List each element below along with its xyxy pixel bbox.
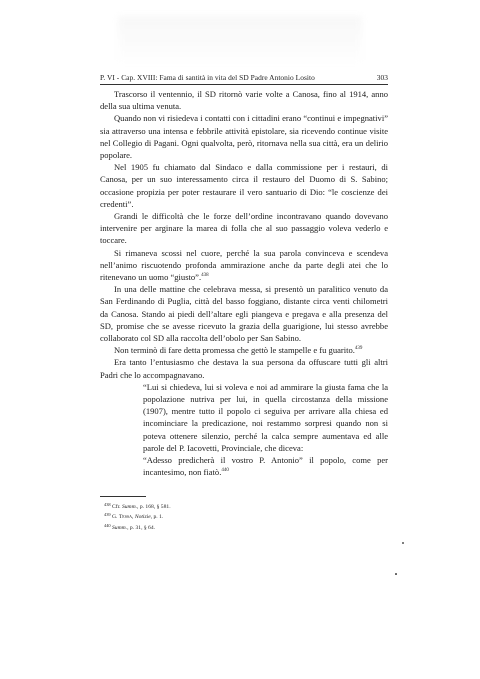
footnote-work: Summ. — [121, 504, 138, 510]
paragraph: Grandi le difficoltà che le forze dell’ordine incontravano quando dovevano intervenire per arginare la marea di folla che al suo passaggio voleva vederlo e toccare. — [100, 211, 388, 246]
footnote-ref: 439 — [354, 346, 363, 352]
running-header — [100, 73, 388, 82]
footnote-ref-text: , p. 168, § 581. — [137, 504, 171, 510]
paragraph: Quando non vi risiedeva i contatti con i cittadini erano “continui e impegnativi” sia attraverso una intensa e febbrile attività epistolare, sia ricevendo continue visite nel Collegio di Pagani. Ogni qualvolta, però, ritornava nella sua città, era un delirio popolare. — [100, 113, 388, 161]
footnotes — [104, 501, 304, 532]
footnote — [104, 511, 304, 521]
footnote-ref: 438 — [201, 273, 209, 279]
footnote-comma: , — [132, 514, 135, 521]
paragraph — [100, 247, 388, 284]
footnote-ref: 440 — [221, 468, 229, 474]
footnote-number: 438 — [104, 502, 111, 507]
footnote-author: G. — [112, 514, 119, 521]
footnote-number: 439 — [104, 512, 111, 518]
paragraph-text: Non terminò di fare detta promessa che gettò le stampelle e fu guarito. — [114, 345, 355, 356]
block-quote: “Lui si chiedeva, lui si voleva e noi ad ammirare la giusta fama che la popolazione nutriva per lui, in quella circostanza della missione (1907), mentre tutto il popolo ci seguiva per arrivare alla chiesa ed incominciare la predicazione, noi restammo sorpresi quando non si poteva ottenere silenzio, perché la calca sempre aumentava ed alle parole del P. Iacovetti, Provinciale, che diceva: — [143, 381, 388, 453]
footnote-author-sc: Tessa — [118, 514, 133, 521]
paragraph: Era tanto l’entusiasmo che destava la sua persona da offuscare tutti gli altri Padri che lo accompagnavano. — [100, 357, 388, 380]
paragraph: Trascorso il ventennio, il SD ritornò varie volte a Canosa, fino al 1914, anno della sua ultima venuta. — [100, 89, 388, 112]
footnote — [104, 501, 304, 511]
scan-speck — [402, 542, 404, 544]
scan-speck — [395, 573, 397, 575]
quote-text: “Adesso predicherà il vostro P. Antonio” il popolo, come per incantesimo, non fiatò. — [143, 455, 388, 478]
footnote-work: Summ. — [112, 524, 128, 531]
paragraph: In una delle mattine che celebrava messa, si presentò un paralitico venuto da San Ferdinando di Puglia, città del basso foggiano, distante circa venti chilometri da Canosa. Stando ai piedi dell’altare egli piangeva e pregava e alla presenza del SD, promise che se avesse ricevuto la grazia della guarigione, lui stesso avrebbe collaborato col SD alla raccolta dell’obolo per San Sabino. — [100, 284, 388, 344]
footnote-ref-text: , p. 31, § 64. — [127, 524, 156, 531]
footnote-rule — [100, 496, 146, 497]
header-rule — [100, 84, 388, 85]
paragraph — [100, 344, 388, 356]
footnote-work: Notizie — [134, 514, 151, 521]
footnote-author: Cfr. — [112, 504, 122, 510]
running-title: P. VI - Cap. XVIII: Fama di santità in vita del SD Padre Antonio Losito — [100, 73, 315, 82]
footnote-number: 440 — [104, 522, 111, 528]
footnote-ref-text: , p. 1. — [150, 514, 164, 521]
page-number: 303 — [376, 73, 388, 82]
paragraph: Nel 1905 fu chiamato dal Sindaco e dalla commissione per i restauri, di Canosa, per un suo interessamento circa il restauro del Duomo di S. Sabino; occasione propizia per poter restaurare il vero santuario di Dio: “le coscienze dei credenti”. — [100, 162, 388, 209]
show-through-shadow — [118, 16, 362, 66]
paragraph-text: Si rimaneva scossi nel cuore, perché la sua parola convinceva e scendeva nell’animo riscuotendo profonda ammirazione anche da parte degli atei che lo ritenevano un uomo “giusto”. — [100, 247, 388, 283]
main-text — [100, 88, 388, 479]
block-quote — [143, 454, 388, 478]
footnote — [104, 522, 304, 532]
